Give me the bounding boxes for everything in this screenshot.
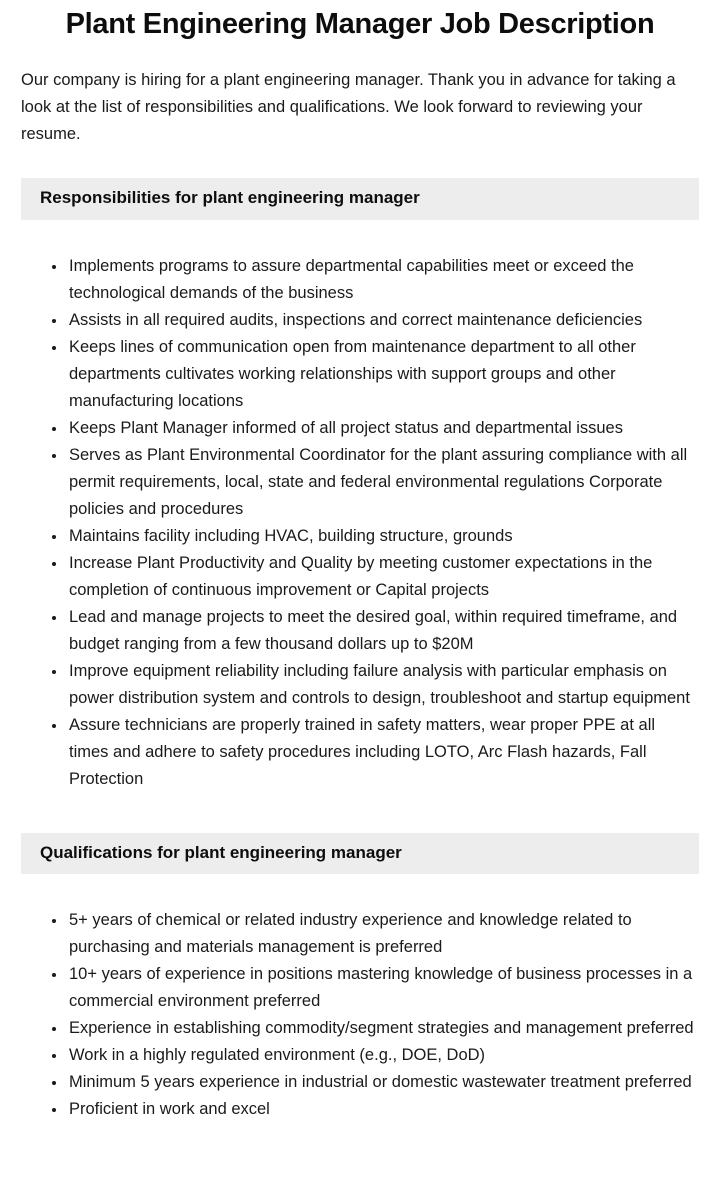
list-item: • Keeps lines of communication open from maintenance department to all other departments cultivates working relationships with support groups and other manufacturing locations — [67, 334, 699, 415]
list-item: • Maintains facility including HVAC, building structure, grounds — [67, 523, 699, 550]
list-item: • 5+ years of chemical or related industry experience and knowledge related to purchasing and materials management is preferred — [67, 907, 699, 961]
list-item: • Increase Plant Productivity and Quality by meeting customer expectations in the completion of continuous improvement or Capital projects — [67, 550, 699, 604]
responsibilities-section — [21, 178, 699, 792]
list-item: • Implements programs to assure departmental capabilities meet or exceed the technological demands of the business — [67, 253, 699, 307]
list-item: • Assure technicians are properly trained in safety matters, wear proper PPE at all times and adhere to safety procedures including LOTO, Arc Flash hazards, Fall Protection — [67, 712, 699, 793]
qualifications-header-bar — [21, 833, 699, 874]
qualifications-heading: Qualifications for plant engineering manager — [40, 842, 402, 862]
qualifications-section — [21, 833, 699, 1123]
list-item: • Work in a highly regulated environment (e.g., DOE, DoD) — [67, 1042, 699, 1069]
list-item: • Improve equipment reliability including failure analysis with particular emphasis on power distribution system and controls to design, troubleshoot and startup equipment — [67, 658, 699, 712]
list-item: • Assists in all required audits, inspections and correct maintenance deficiencies — [67, 307, 699, 334]
responsibilities-heading: Responsibilities for plant engineering manager — [40, 188, 420, 208]
responsibilities-header-bar — [21, 178, 699, 219]
list-item: • Minimum 5 years experience in industrial or domestic wastewater treatment preferred — [67, 1069, 699, 1096]
page-title: Plant Engineering Manager Job Description — [65, 8, 655, 40]
qualifications-list — [21, 907, 699, 1123]
list-item: • Keeps Plant Manager informed of all project status and departmental issues — [67, 415, 699, 442]
list-item: • Proficient in work and excel — [67, 1096, 699, 1123]
list-item: • Experience in establishing commodity/segment strategies and management preferred — [67, 1015, 699, 1042]
list-item: • Serves as Plant Environmental Coordinator for the plant assuring compliance with all permit requirements, local, state and federal environmental regulations Corporate policies and procedures — [67, 442, 699, 523]
list-item: • Lead and manage projects to meet the desired goal, within required timeframe, and budget ranging from a few thousand dollars up to $20M — [67, 604, 699, 658]
list-item: • 10+ years of experience in positions mastering knowledge of business processes in a commercial environment preferred — [67, 961, 699, 1015]
intro-paragraph: Our company is hiring for a plant engineering manager. Thank you in advance for taking a look at the list of responsibilities and qualifications. We look forward to reviewing your resume. — [21, 71, 676, 144]
responsibilities-list — [21, 253, 699, 793]
